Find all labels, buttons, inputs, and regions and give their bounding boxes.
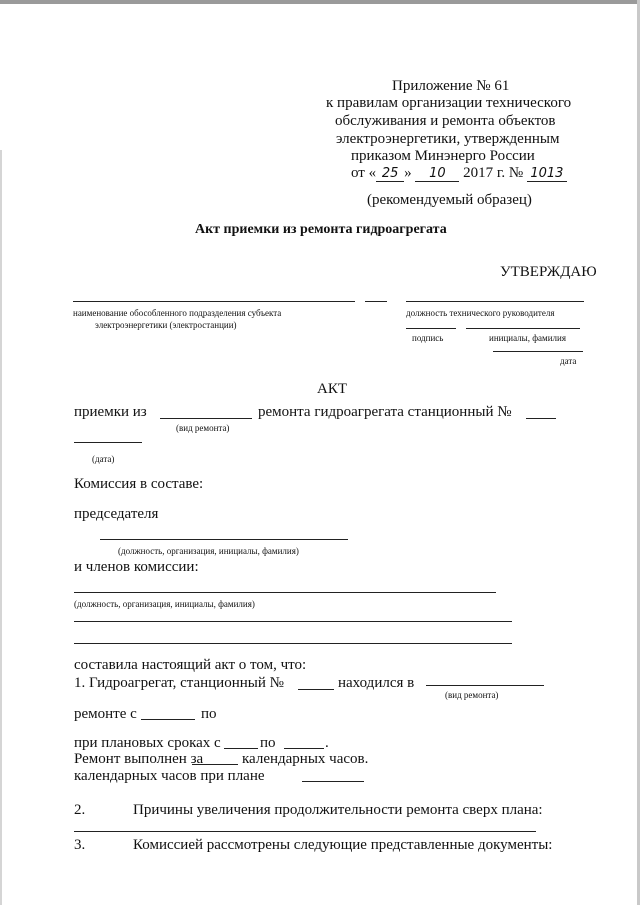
initials-line: [466, 328, 580, 329]
members-label: и членов комиссии:: [74, 559, 199, 575]
chairman-line: [100, 539, 348, 540]
header-line-5: приказом Минэнерго России: [351, 148, 535, 164]
date-day: 25: [376, 166, 404, 182]
scan-edge-left: [0, 150, 2, 905]
item3-number: 3.: [74, 837, 86, 853]
approve-date-caption: дата: [560, 356, 577, 366]
planned-prefix: при плановых сроках с: [74, 735, 221, 751]
order-number: 1013: [527, 166, 567, 182]
repair-to-label: по: [201, 706, 217, 722]
position-caption: должность технического руководителя: [406, 308, 555, 318]
act-date-caption: (дата): [92, 454, 115, 464]
repair-type-caption: (вид ремонта): [176, 423, 230, 433]
item2-number: 2.: [74, 802, 86, 818]
intake-prefix: приемки из: [74, 404, 147, 420]
commission-label: Комиссия в составе:: [74, 476, 204, 492]
header-line-3: обслуживания и ремонта объектов: [335, 113, 556, 129]
intake-suffix: ремонта гидроагрегата станционный №: [258, 404, 512, 420]
member-line-1: [74, 592, 496, 593]
org-name-line: [73, 301, 355, 302]
chairman-caption: (должность, организация, инициалы, фамилия): [118, 546, 299, 556]
item2-line: [74, 831, 536, 832]
approve-date-line: [493, 351, 583, 352]
order-date-line: [351, 165, 567, 182]
sample-note: (рекомендуемый образец): [367, 192, 532, 208]
plan-hours-line: [302, 781, 364, 782]
planned-to-line: [284, 748, 324, 749]
date-mid: »: [404, 165, 412, 181]
signature-line: [406, 328, 456, 329]
plan-hours-label: календарных часов при плане: [74, 768, 265, 784]
act-heading: АКТ: [317, 381, 347, 397]
member-line-2: [74, 621, 512, 622]
planned-end: .: [325, 735, 329, 751]
item1-repair-type-caption: (вид ремонта): [445, 690, 499, 700]
done-suffix: календарных часов.: [242, 751, 369, 767]
compiled-text: составила настоящий акт о том, что:: [74, 657, 307, 673]
member-line-3: [74, 643, 512, 644]
station-number-line: [526, 418, 556, 419]
position-line: [406, 301, 584, 302]
members-caption: (должность, организация, инициалы, фамилия): [74, 599, 255, 609]
repair-from-line: [141, 719, 195, 720]
org-name-line-tail: [365, 301, 387, 302]
done-prefix: Ремонт выполнен за: [74, 751, 204, 767]
item1-number-line: [298, 689, 334, 690]
scan-edge-top: [0, 0, 640, 4]
done-hours-line: [192, 764, 238, 765]
item3-text: Комиссией рассмотрены следующие представленные документы:: [133, 837, 553, 853]
header-line-4: электроэнергетики, утвержденным: [336, 131, 560, 147]
date-month: 10: [415, 166, 459, 182]
appendix-number: Приложение № 61: [392, 78, 510, 94]
act-date-line: [74, 442, 142, 443]
org-caption-2: электроэнергетики (электростанции): [95, 320, 237, 330]
date-prefix: от «: [351, 165, 377, 181]
item2-text: Причины увеличения продолжительности ремонта сверх плана:: [133, 802, 543, 818]
approve-label: УТВЕРЖДАЮ: [500, 264, 597, 280]
date-year: 2017 г. №: [463, 165, 524, 181]
repair-type-line: [160, 418, 252, 419]
org-caption-1: наименование обособленного подразделения субъекта: [73, 308, 282, 318]
signature-caption: подпись: [412, 333, 444, 343]
document-title: Акт приемки из ремонта гидроагрегата: [195, 222, 447, 237]
header-line-2: к правилам организации технического: [326, 95, 572, 111]
item1-text-b: находился в: [338, 675, 415, 691]
planned-from-line: [224, 748, 258, 749]
initials-caption: инициалы, фамилия: [489, 333, 566, 343]
item1-repair-type-line: [426, 685, 544, 686]
chairman-label: председателя: [74, 506, 159, 522]
planned-to-label: по: [260, 735, 276, 751]
repair-from-label: ремонте с: [74, 706, 137, 722]
item1-text-a: 1. Гидроагрегат, станционный №: [74, 675, 284, 691]
